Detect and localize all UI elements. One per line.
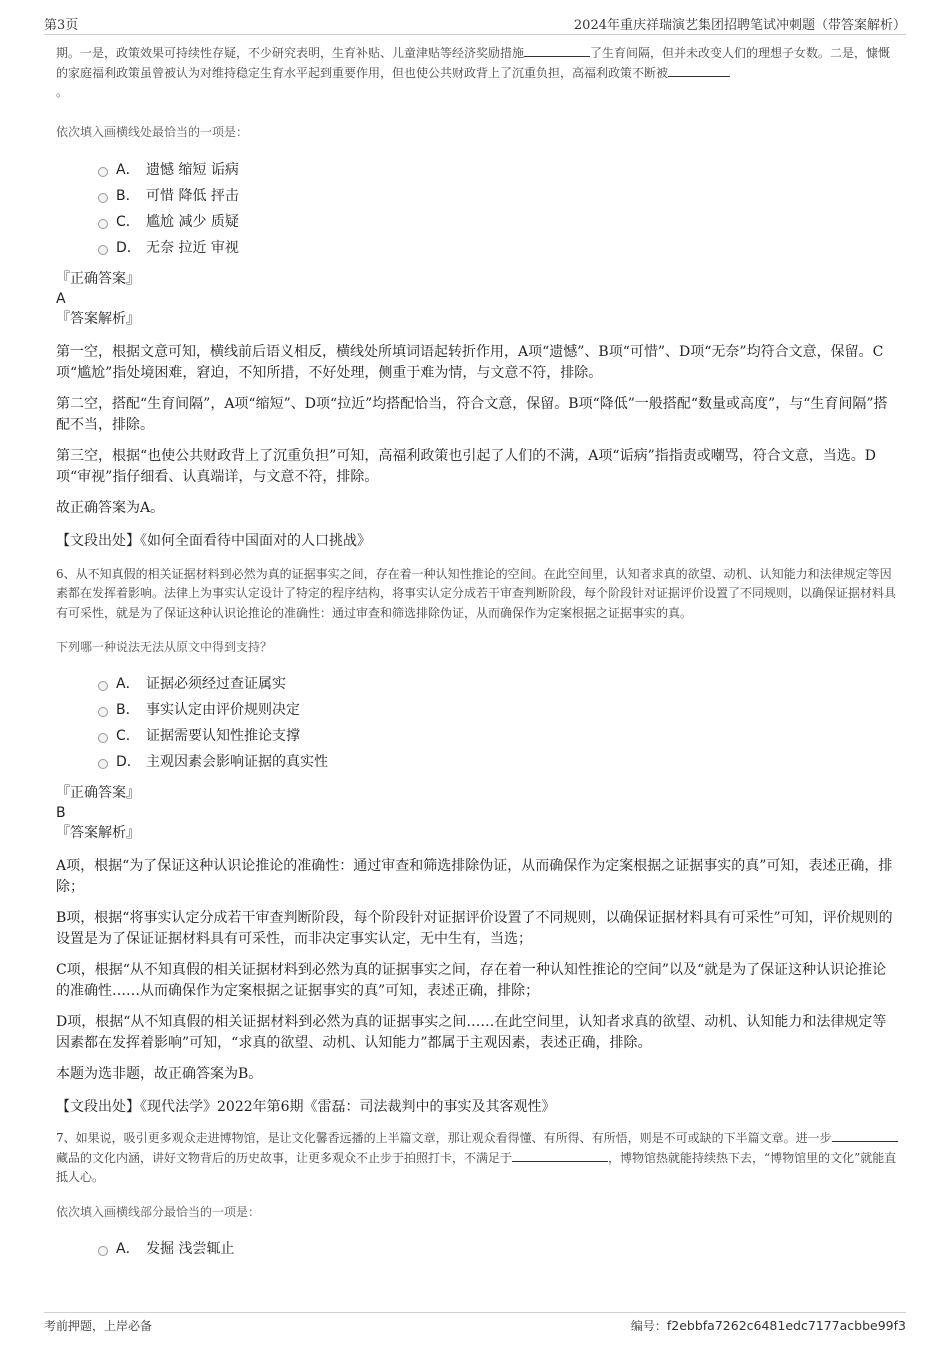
- q5-answer-label: 『正确答案』: [56, 270, 140, 287]
- q6-analysis-5: 本题为选非题，故正确答案为B。: [56, 1066, 263, 1082]
- page-header: [44, 10, 906, 35]
- q6-option-c[interactable]: C． 证据需要认知性推论支撑: [56, 723, 898, 749]
- q5-source: 【文段出处】《如何全面看待中国面对的人口挑战》: [56, 532, 371, 549]
- q5-prompt: 依次填入画横线处最恰当的一项是：: [56, 124, 249, 139]
- q6-options: [56, 671, 898, 775]
- q5-analysis-4: 故正确答案为A。: [56, 499, 165, 516]
- q7-blank-2: [512, 1149, 608, 1162]
- document-code-value: f2ebbfa7262c6481edc7177acbbe99f3: [666, 1318, 906, 1333]
- q5-option-c[interactable]: C． 尴尬 减少 质疑: [56, 209, 898, 235]
- footer-slogan: 考前押题，上岸必备: [44, 1319, 153, 1333]
- q7-passage-part3: ，博物馆热就能持续热下去，“博物馆里的文化”就能直抵人心。: [56, 1150, 897, 1184]
- q6-analysis-1: A项，根据“为了保证这种认识论推论的准确性：通过审查和筛选排除伪证，从而确保作为定案根据之证据事实的真”可知，表述正确，排除；: [56, 858, 893, 895]
- q5-analysis-label: 『答案解析』: [56, 310, 140, 327]
- q7-blank-1: [832, 1129, 898, 1142]
- q5-passage-part1: 期。一是，政策效果可持续性存疑，不少研究表明，生育补贴、儿童津贴等经济奖励措施: [56, 46, 525, 60]
- document-title: 2024年重庆祥瑞演艺集团招聘笔试冲刺题（带答案解析）: [573, 18, 906, 33]
- radio-icon[interactable]: [98, 245, 108, 255]
- q7-options: [56, 1236, 898, 1262]
- q7-passage: [56, 1129, 898, 1188]
- document-code: [631, 1317, 906, 1334]
- q6-source: 【文段出处】《现代法学》2022年第6期《雷磊：司法裁判中的事实及其客观性》: [56, 1099, 556, 1115]
- radio-icon[interactable]: [98, 193, 108, 203]
- q7-passage-part2: 藏品的文化内涵，讲好文物背后的历史故事，让更多观众不止步于拍照打卡，不满足于: [56, 1150, 513, 1165]
- document-body: [56, 44, 898, 1262]
- q6-analysis-3: C项，根据“从不知真假的相关证据材料到必然为真的证据事实之间，存在着一种认知性推论的空间”以及“就是为了保证这种认识论推论的准确性……从而确保作为定案根据之证据事实的真”可知，表述正确，排除；: [56, 962, 887, 999]
- q5-analysis-2: 第二空，搭配“生育间隔”，A项“缩短”、D项“拉近”均搭配恰当，符合文意，保留。B项“降低”一般搭配“数量或高度”，与“生育间隔”搭配不当，排除。: [56, 395, 888, 433]
- q6-analysis-2: B项，根据“将事实认定分成若干审查判断阶段，每个阶段针对证据评价设置了不同规则，以确保证据材料具有可采性”可知，评价规则的设置是为了保证证据材料具有可采性，而非决定事实认定，无中生有，当选；: [56, 910, 893, 947]
- q6-option-b[interactable]: B． 事实认定由评价规则决定: [56, 697, 898, 723]
- q5-blank-3: [668, 64, 730, 77]
- radio-icon[interactable]: [98, 707, 108, 717]
- q5-answer: A: [56, 290, 66, 307]
- q5-option-d[interactable]: D． 无奈 拉近 审视: [56, 235, 898, 261]
- q7-passage-part1: 7、如果说，吸引更多观众走进博物馆，是让文化馨香远播的上半篇文章，那让观众看得懂、有所得、有所悟，则是不可或缺的下半篇文章。进一步: [56, 1131, 832, 1145]
- q6-option-a[interactable]: A． 证据必须经过查证属实: [56, 671, 898, 697]
- q6-prompt: 下列哪一种说法无法从原文中得到支持？: [56, 640, 273, 654]
- q5-passage-part2: 了生育间隔，但并未改变人们的理想子女数。二是，慷慨的家庭福利政策虽曾被认为对维持稳定生育水平起到重要作用，但也使公共财政背上了沉重负担，高福利政策不断被: [56, 46, 891, 80]
- q5-passage-part3: 。: [56, 85, 69, 99]
- radio-icon[interactable]: [98, 733, 108, 743]
- radio-icon[interactable]: [98, 1246, 108, 1256]
- radio-icon[interactable]: [98, 219, 108, 229]
- q5-blank-2: [524, 44, 590, 57]
- q5-option-b[interactable]: B． 可惜 降低 抨击: [56, 183, 898, 209]
- document-code-label: 编号：: [630, 1319, 667, 1333]
- q6-answer: B: [56, 805, 66, 821]
- q6-analysis-4: D项，根据“从不知真假的相关证据材料到必然为真的证据事实之间……在此空间里，认知者求真的欲望、动机、认知能力和法律规定等因素都在发挥着影响”可知，“求真的欲望、动机、认知能力”都属于主观因素，表述正确，排除。: [56, 1014, 887, 1051]
- q6-answer-label: 『正确答案』: [56, 785, 140, 801]
- q5-option-a[interactable]: A． 遗憾 缩短 诟病: [56, 157, 898, 183]
- q5-passage: [56, 44, 898, 103]
- page-number: 第3页: [44, 18, 79, 33]
- radio-icon[interactable]: [98, 759, 108, 769]
- q7-option-a[interactable]: A． 发掘 浅尝辄止: [56, 1236, 898, 1262]
- q6-option-d[interactable]: D． 主观因素会影响证据的真实性: [56, 749, 898, 775]
- radio-icon[interactable]: [98, 167, 108, 177]
- page-footer: [44, 1312, 906, 1341]
- q6-analysis-label: 『答案解析』: [56, 825, 140, 841]
- radio-icon[interactable]: [98, 681, 108, 691]
- q5-analysis-3: 第三空，根据“也使公共财政背上了沉重负担”可知，高福利政策也引起了人们的不满，A项“诟病”指指责或嘲骂，符合文意，当选。D项“审视”指仔细看、认真端详，与文意不符，排除。: [56, 447, 876, 485]
- q7-prompt: 依次填入画横线部分最恰当的一项是：: [56, 1204, 261, 1219]
- q5-analysis-1: 第一空，根据文意可知，横线前后语义相反，横线处所填词语起转折作用，A项“遗憾”、B项“可惜”、D项“无奈”均符合文意，保留。C项“尴尬”指处境困难，窘迫，不知所措，不好处理，侧重于难为情，与文意不符，排除。: [56, 343, 884, 381]
- q5-options: [56, 157, 898, 261]
- q6-passage: 6、从不知真假的相关证据材料到必然为真的证据事实之间，存在着一种认知性推论的空间。在此空间里，认知者求真的欲望、动机、认知能力和法律规定等因素都在发挥着影响。法律上为事实认定设计了特定的程序结构，将事实认定分成若干审查判断阶段，每个阶段针对证据评价设置了不同规则，以确保证据材料具有可采性，就是为了保证这种认识论推论的准确性：通过审查和筛选排除伪证，从而确保作为定案根据之证据事实的真。: [56, 566, 897, 620]
